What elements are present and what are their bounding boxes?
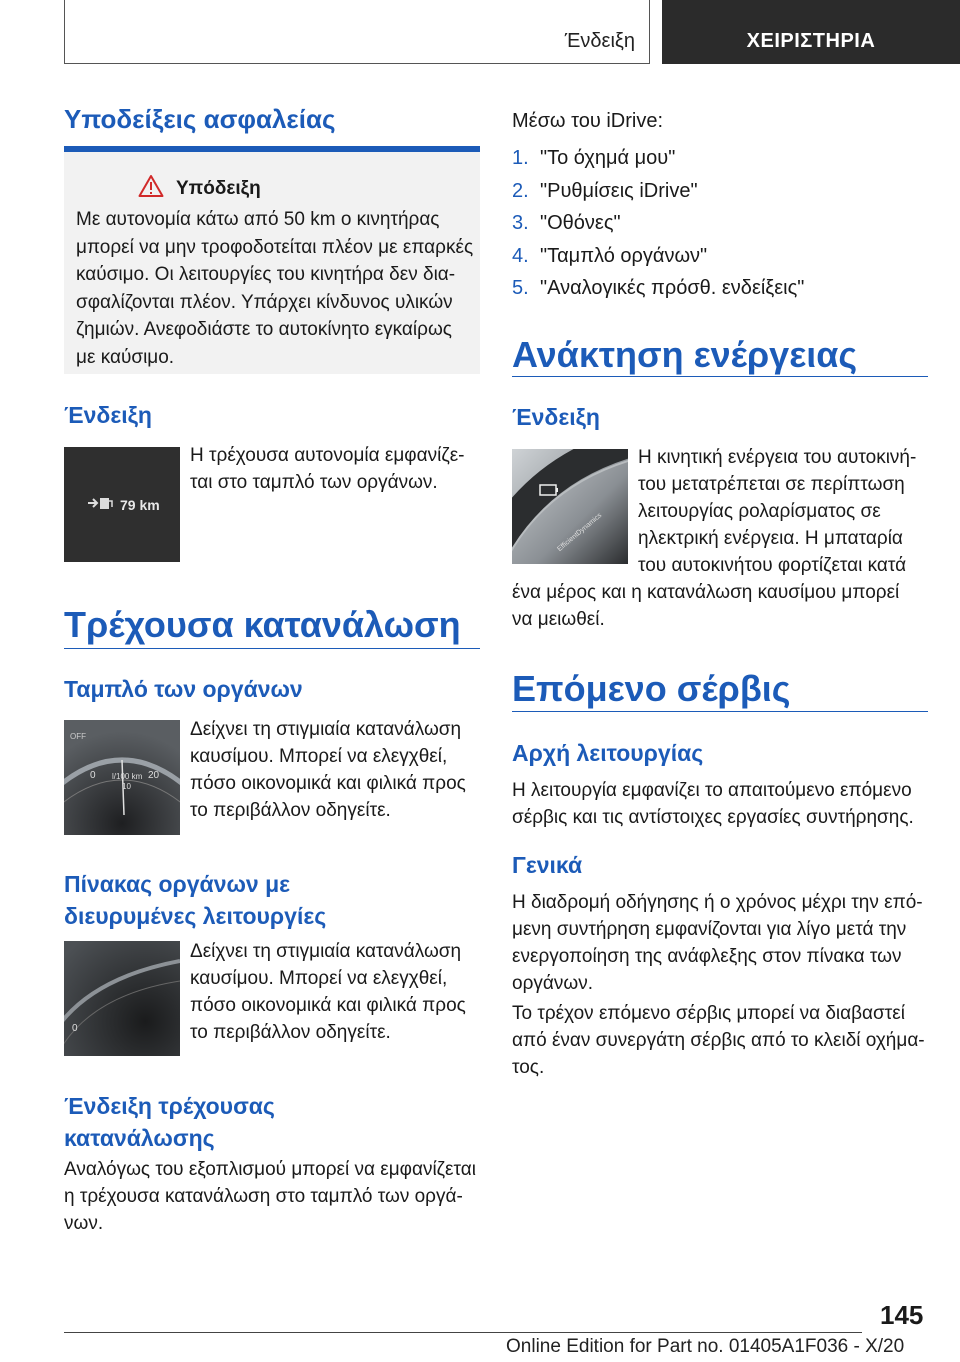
recovery-line: ένα μέρος και η κατανάλωση καυσίμου μπορεί bbox=[512, 582, 900, 603]
step-number: 5. bbox=[512, 277, 529, 299]
step-number: 2. bbox=[512, 179, 529, 202]
list-item bbox=[512, 272, 804, 305]
efficient-dynamics-label: EfficientDynamics bbox=[556, 511, 604, 554]
footer-rule bbox=[64, 1332, 862, 1333]
general-line: ενεργοποίηση της ανάφλεξης στον πίνακα των bbox=[512, 946, 902, 967]
recovery-line: να μειωθεί. bbox=[512, 609, 605, 630]
general-line: τος. bbox=[512, 1057, 545, 1078]
gauge-unit: l/100 km bbox=[112, 772, 143, 781]
recovery-text-full bbox=[512, 579, 928, 633]
extended-heading bbox=[64, 868, 326, 932]
principle-line: σέρβις και τις αντίστοιχες εργασίες συντήρησης. bbox=[512, 807, 914, 828]
recovery-heading: Ανάκτηση ενέργειας bbox=[512, 334, 858, 375]
extended-gauge-dial bbox=[64, 941, 180, 1056]
battery-gauge-dial bbox=[512, 449, 628, 564]
service-heading: Επόμενο σέρβις bbox=[512, 668, 791, 709]
consumption-rule bbox=[64, 648, 480, 649]
extended-line: το περιβάλλον οδηγείτε. bbox=[190, 1022, 391, 1043]
current-heading bbox=[64, 1090, 275, 1154]
general-heading: Γενικά bbox=[512, 852, 583, 878]
idrive-intro: Μέσω του iDrive: bbox=[512, 110, 663, 132]
general-line: μενη συντήρηση εμφανίζονται για λίγο μετά την bbox=[512, 919, 907, 940]
page-number: 145 bbox=[880, 1300, 924, 1330]
general-line: Το τρέχον επόμενο σέρβις μπορεί να διαβαστεί bbox=[512, 1003, 905, 1024]
edition-text: Online Edition for Part no. 01405A1F036 - X/20 bbox=[506, 1336, 905, 1357]
list-item bbox=[512, 175, 804, 208]
step-text: "Ρυθμίσεις iDrive" bbox=[540, 179, 698, 202]
display-line: ται στο ταμπλό των οργάνων. bbox=[190, 472, 438, 493]
step-text: "Αναλογικές πρόσθ. ενδείξεις" bbox=[540, 277, 805, 299]
list-item bbox=[512, 142, 804, 175]
header-tab-controls-label: ΧΕΙΡΙΣΤΗΡΙΑ bbox=[746, 30, 876, 52]
gauge-tick: 10 bbox=[122, 782, 131, 791]
extended-gauge-tick: 0 bbox=[72, 1023, 78, 1034]
cluster-line: καυσίμου. Μπορεί να ελεγχθεί, bbox=[190, 746, 448, 767]
step-number: 3. bbox=[512, 212, 529, 234]
step-text: "Οθόνες" bbox=[540, 212, 621, 234]
extended-line: καυσίμου. Μπορεί να ελεγχθεί, bbox=[190, 968, 448, 989]
cluster-line: πόσο οικονομικά και φιλικά προς bbox=[190, 773, 466, 794]
consumption-gauge-image bbox=[64, 720, 180, 835]
step-number: 1. bbox=[512, 147, 529, 169]
extended-heading-line: διευρυμένες λειτουργίες bbox=[64, 903, 327, 929]
gauge-tick: 20 bbox=[148, 770, 160, 781]
gauge-tick: 0 bbox=[90, 770, 96, 781]
range-value: 79 km bbox=[120, 497, 160, 513]
recovery-gauge-image bbox=[512, 449, 628, 564]
current-line: νων. bbox=[64, 1213, 104, 1234]
general-line: Η διαδρομή οδήγησης ή ο χρόνος μέχρι την επό- bbox=[512, 892, 923, 913]
warning-line: με καύσιμο. bbox=[76, 346, 175, 368]
principle-heading: Αρχή λειτουργίας bbox=[512, 740, 704, 766]
range-display-image bbox=[64, 447, 180, 562]
recovery-line: του αυτοκινήτου φορτίζεται κατά bbox=[638, 555, 907, 576]
general-text bbox=[512, 889, 932, 997]
step-number: 4. bbox=[512, 244, 529, 267]
cluster-heading: Ταμπλό των οργάνων bbox=[64, 676, 303, 702]
current-heading-line: κατανάλωσης bbox=[64, 1125, 215, 1151]
extended-line: Δείχνει τη στιγμιαία κατανάλωση bbox=[190, 941, 462, 962]
principle-line: Η λειτουργία εμφανίζει το απαιτούμενο επόμενο bbox=[512, 780, 912, 801]
extended-gauge-image bbox=[64, 941, 180, 1056]
principle-text bbox=[512, 777, 932, 831]
idrive-steps bbox=[512, 142, 804, 305]
general-line: οργάνων. bbox=[512, 973, 593, 994]
display-heading: Ένδειξη bbox=[64, 402, 152, 428]
recovery-line: Η κινητική ενέργεια του αυτοκινή- bbox=[638, 447, 917, 468]
warning-text bbox=[76, 206, 476, 371]
step-text: "Ταμπλό οργάνων" bbox=[540, 244, 708, 267]
display-text bbox=[190, 442, 480, 496]
cluster-line: το περιβάλλον οδηγείτε. bbox=[190, 800, 391, 821]
warning-line: καύσιμο. Οι λειτουργίες του κινητήρα δεν δια- bbox=[76, 264, 456, 285]
recovery-rule bbox=[512, 376, 928, 377]
current-line: η τρέχουσα κατανάλωση στο ταμπλό των οργά- bbox=[64, 1186, 463, 1207]
warning-triangle-icon bbox=[138, 174, 164, 198]
gauge-off-label: OFF bbox=[70, 732, 86, 741]
extended-line: πόσο οικονομικά και φιλικά προς bbox=[190, 995, 466, 1016]
warning-line: σφαλίζονται πλέον. Υπάρχει κίνδυνος υλικών bbox=[76, 291, 453, 313]
list-item bbox=[512, 207, 804, 240]
recovery-sub-heading: Ένδειξη bbox=[512, 404, 600, 430]
warning-line: μπορεί να μην τροφοδοτείται πλέον με επαρκές bbox=[76, 236, 474, 258]
safety-heading: Υποδείξεις ασφαλείας bbox=[64, 104, 336, 134]
current-line: Αναλόγως του εξοπλισμού μπορεί να εμφανίζεται bbox=[64, 1159, 476, 1180]
header-tab-display-label: Ένδειξη bbox=[564, 30, 635, 52]
current-heading-line: Ένδειξη τρέχουσας bbox=[64, 1093, 275, 1119]
display-line: Η τρέχουσα αυτονομία εμφανίζε- bbox=[190, 445, 465, 466]
step-text: "Το όχημά μου" bbox=[540, 147, 676, 169]
list-item bbox=[512, 240, 804, 273]
general-text-2 bbox=[512, 1000, 932, 1081]
recovery-line: ηλεκτρική ενέργεια. Η μπαταρία bbox=[638, 528, 903, 549]
extended-heading-line: Πίνακας οργάνων με bbox=[64, 871, 291, 897]
current-text bbox=[64, 1156, 480, 1237]
recovery-line: λειτουργίας ρολαρίσματος σε bbox=[638, 501, 881, 522]
recovery-text-wrap bbox=[638, 444, 928, 579]
warning-line: Με αυτονομία κάτω από 50 km ο κινητήρας bbox=[76, 209, 440, 230]
cluster-line: Δείχνει τη στιγμιαία κατανάλωση bbox=[190, 719, 462, 740]
header-tab-display[interactable] bbox=[64, 0, 650, 64]
service-rule bbox=[512, 711, 928, 712]
extended-text bbox=[190, 938, 480, 1046]
cluster-text bbox=[190, 716, 480, 824]
recovery-line: του μετατρέπεται σε περίπτωση bbox=[638, 474, 905, 495]
general-line: από έναν συνεργάτη σέρβις από το κλειδί οχήμα- bbox=[512, 1030, 925, 1051]
header-tab-controls[interactable] bbox=[662, 0, 960, 64]
warning-line: ζημιών. Ανεφοδιάστε το αυτοκίνητο εγκαίρως bbox=[76, 319, 452, 340]
warning-box bbox=[64, 146, 480, 374]
consumption-heading: Τρέχουσα κατανάλωση bbox=[64, 604, 461, 645]
warning-title: Υπόδειξη bbox=[176, 178, 261, 199]
